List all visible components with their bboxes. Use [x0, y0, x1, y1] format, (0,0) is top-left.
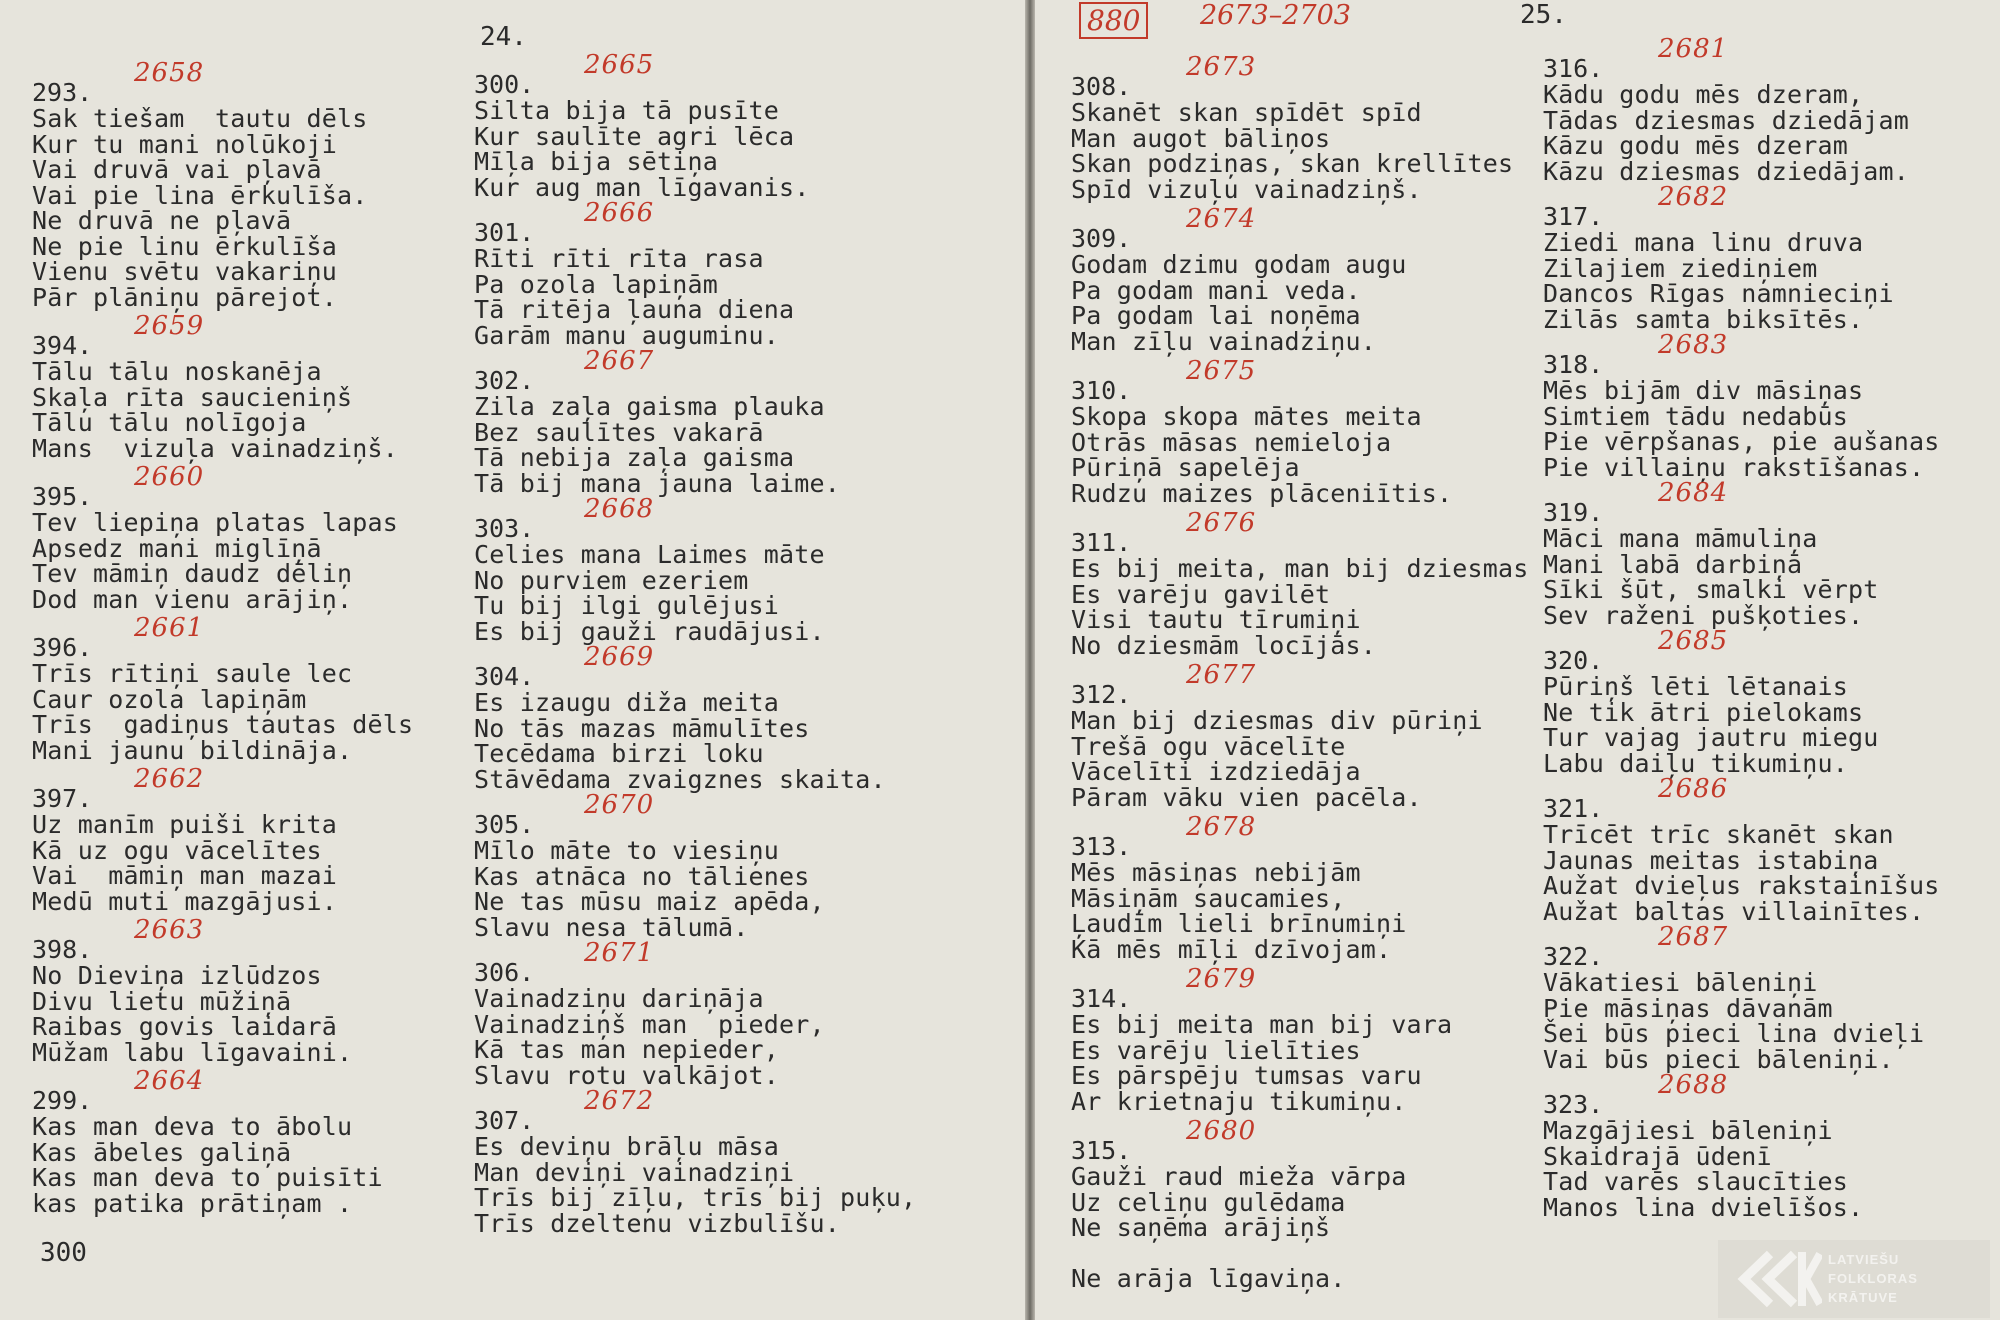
verse-line: Pūriņā sapelēja: [1071, 453, 1300, 482]
verse-line: Kas atnāca no tālienes: [474, 861, 810, 891]
verse-line: Skaļa rīta saucieniņš: [32, 382, 353, 412]
verse-line: Tālu tālu noskanēja: [32, 357, 322, 386]
verse-line: Kas ābeles galiņā: [32, 1137, 292, 1167]
verse-line: Mīļa bija sētiņa: [474, 147, 719, 176]
poem-column: [474, 50, 994, 1256]
verse-line: Aužat dvieļus rakstainīšus: [1543, 871, 1940, 900]
handwritten-annotation: 2677: [1186, 660, 1257, 690]
poem: [1071, 508, 1551, 660]
verse-line: Kā mēs mīļi dzīvojam.: [1071, 934, 1392, 964]
verse-line: Divu lietu mūžiņā: [32, 986, 292, 1016]
poem-number: [474, 494, 994, 543]
verse-line: Simtiem tādu nedabūs: [1543, 401, 1849, 431]
verse-line: Es bij meita, man bij dziesmas: [1071, 554, 1529, 583]
poem: [32, 764, 452, 916]
handwritten-annotation: 2672: [584, 1086, 655, 1116]
poem-number: [32, 58, 452, 107]
poem-number: [1071, 1116, 1551, 1165]
poem-number: [474, 642, 994, 691]
verse-line: Kā tas man nepieder,: [474, 1035, 780, 1064]
verse-line: Ne tas mūsu maiz apēda,: [474, 887, 825, 916]
poem-number-text: 301.: [474, 218, 535, 247]
page-number-header: 24.: [480, 22, 527, 52]
verse-line: Garām manu auguminu.: [474, 320, 780, 350]
verse-line: Mans vizuļa vainadziņš.: [32, 433, 399, 463]
handwritten-annotation: 2679: [1186, 964, 1257, 994]
verse-line: Pa godam lai noņēma: [1071, 301, 1361, 330]
verse-line: Šei būs pieci lina dvieļi: [1543, 1019, 1925, 1048]
archive-logo-text: [1828, 1250, 1918, 1307]
handwritten-annotation: 2688: [1658, 1070, 1729, 1100]
poem: [474, 790, 994, 942]
poem: [1071, 812, 1551, 964]
poem: [474, 198, 994, 350]
poem-number: [1071, 52, 1551, 101]
verse-line: Skan podziņas, skan krellītes: [1071, 149, 1514, 178]
poem-number: [474, 346, 994, 395]
verse-line: Tur vajag jautru miegu: [1543, 723, 1879, 752]
poem: [1071, 1116, 1551, 1293]
catalog-number: 880: [1079, 2, 1148, 39]
verse-line: Sīki šūt, smalki vērpt: [1543, 575, 1879, 604]
poem-number-text: 314.: [1071, 984, 1132, 1013]
poem-number: [1543, 330, 1993, 379]
handwritten-annotation: 2664: [134, 1066, 205, 1096]
verse-line: Labu daiļu tikumiņu.: [1543, 748, 1849, 778]
poem-number-text: 323.: [1543, 1090, 1604, 1119]
poem: [32, 462, 452, 614]
poem: [32, 613, 452, 765]
verse-line: Otrās māsas nemieloja: [1071, 427, 1392, 457]
logo-line: FOLKLORAS: [1828, 1271, 1918, 1286]
verse-line: Pie māsiņas dāvanām: [1543, 993, 1833, 1023]
poem-column: [1543, 34, 1993, 1240]
verse-line: Trīs bij zīļu, trīs bij puķu,: [474, 1183, 917, 1212]
verse-line: Mēs māsiņas nebijām: [1071, 858, 1361, 887]
verse-line: Vai pie lina ērkulīša.: [32, 180, 368, 210]
poem: [1543, 34, 1993, 186]
archive-logo: [1718, 1240, 1990, 1318]
verse-line: Mūžam labu līgavaini.: [32, 1037, 353, 1067]
verse-line: Mazgājiesi bāleniņi: [1543, 1116, 1833, 1145]
verse-line: Man augot bāliņos: [1071, 123, 1331, 153]
verse-line: Vainadziņu dariņāja: [474, 984, 764, 1013]
handwritten-annotation: 2667: [584, 346, 655, 376]
poem: [32, 58, 452, 312]
verse-line: Kur aug man līgavanis.: [474, 172, 810, 202]
verse-line: Kas man deva to ābolu: [32, 1112, 353, 1141]
verse-line: Sak tiešam tautu dēls: [32, 104, 368, 133]
poem-number-text: 319.: [1543, 498, 1604, 527]
verse-line: Tādas dziesmas dziedājam: [1543, 105, 1910, 135]
verse-line: Tecēdama birzi loku: [474, 739, 764, 768]
poem-number: [32, 764, 452, 813]
verse-line: Kā uz ogu vācelītes: [32, 835, 322, 865]
handwritten-annotation: 2668: [584, 494, 655, 524]
handwritten-annotation: 2669: [584, 642, 655, 672]
handwritten-annotation: 2665: [584, 50, 655, 80]
verse-line: Tu bij ilgi gulējusi: [474, 591, 780, 620]
verse-line: Uz celiņu gulēdama: [1071, 1187, 1346, 1217]
poem-number-text: 396.: [32, 633, 93, 662]
page-number-header: 25.: [1520, 0, 1567, 30]
verse-line: Mani jaunu bildināja.: [32, 735, 353, 765]
verse-line: Slavu rotu valkājot.: [474, 1060, 780, 1090]
poem-number-text: 320.: [1543, 646, 1604, 675]
poem-number: [1543, 774, 1993, 823]
verse-line: Es izaugu diža meita: [474, 688, 780, 717]
verse-line: Kas man deva to puisīti: [32, 1163, 383, 1192]
verse-line: Dancos Rīgas namnieciņi: [1543, 279, 1894, 308]
verse-line: Zilajiem ziediņiem: [1543, 253, 1818, 283]
poem-number: [1543, 1070, 1993, 1119]
verse-line: Vainadziņš man pieder,: [474, 1009, 825, 1039]
verse-line: Apsedz mani miglīņā: [32, 533, 322, 563]
poem-number-text: 322.: [1543, 942, 1604, 971]
poem-number-text: 397.: [32, 784, 93, 813]
poem-number-text: 304.: [474, 662, 535, 691]
poem-number: [1543, 922, 1993, 971]
verse-line: Medū muti mazgājusi.: [32, 886, 338, 916]
poem: [1543, 1070, 1993, 1222]
poem: [1543, 922, 1993, 1074]
verse-line: Tev māmiņ daudz dēliņ: [32, 559, 353, 588]
poem-number: [1543, 182, 1993, 231]
poem-number: [474, 50, 994, 99]
poem-number-text: 303.: [474, 514, 535, 543]
verse-line: Mēs bijām div māsiņas: [1543, 376, 1864, 405]
verse-line: Tā ritēja ļauna diena: [474, 295, 795, 324]
poem: [474, 50, 994, 202]
poem-number-text: 394.: [32, 331, 93, 360]
poem: [1543, 478, 1993, 630]
verse-line: Bez saulītes vakarā: [474, 417, 764, 447]
poem-number-text: 308.: [1071, 72, 1132, 101]
poem-number-text: 321.: [1543, 794, 1604, 823]
poem-number: [1071, 508, 1551, 557]
verse-line: Māsiņām saucamies,: [1071, 883, 1346, 913]
handwritten-annotation: 2682: [1658, 182, 1729, 212]
verse-line: Visi tautu tīrumiņi: [1071, 605, 1361, 634]
verse-line: Ne druvā ne pļavā: [32, 206, 292, 235]
verse-line: Slavu nesa tālumā.: [474, 912, 749, 942]
poem-number-text: 305.: [474, 810, 535, 839]
poem: [32, 1066, 452, 1218]
verse-line: Caur ozola lapiņām: [32, 684, 307, 714]
handwritten-annotation: 2659: [134, 311, 205, 341]
verse-line: Es varēju lielīties: [1071, 1035, 1361, 1065]
verse-line: Silta bija tā pusīte: [474, 96, 780, 125]
poem: [1543, 626, 1993, 778]
poem-number: [32, 462, 452, 511]
verse-line: Trīs dzeltenu vizbulīšu.: [474, 1208, 841, 1238]
verse-line: Uz manīm puiši krita: [32, 810, 338, 839]
poem: [474, 346, 994, 498]
verse-line: Tā nebija zaļa gaisma: [474, 443, 795, 472]
verse-line: [1071, 1241, 1551, 1266]
handwritten-annotation: 2675: [1186, 356, 1257, 386]
verse-line: Trešā ogu vācelīte: [1071, 731, 1346, 761]
poem-number: [474, 938, 994, 987]
handwritten-annotation: 2660: [134, 462, 205, 492]
handwritten-annotation: 2666: [584, 198, 655, 228]
page-footer-number: 300: [40, 1238, 87, 1268]
archive-logo-icon: [1732, 1248, 1822, 1310]
verse-line: Jaunas meitas istabiņa: [1543, 845, 1879, 875]
verse-line: Vai druvā vai pļavā: [32, 155, 322, 184]
poem: [474, 1086, 994, 1238]
verse-line: Man zīļu vainadziņu.: [1071, 326, 1377, 356]
poem-number: [474, 790, 994, 839]
poem-number-text: 317.: [1543, 202, 1604, 231]
poem: [1071, 356, 1551, 508]
poem-number-text: 310.: [1071, 376, 1132, 405]
verse-line: Aužat baltas villainītes.: [1543, 896, 1925, 926]
poem-number: [1543, 626, 1993, 675]
poem-number-text: 316.: [1543, 54, 1604, 83]
handwritten-annotation: 2687: [1658, 922, 1729, 952]
verse-line: Raibas govis laidarā: [32, 1012, 338, 1041]
poem-number: [32, 1066, 452, 1115]
handwritten-annotation: 2661: [134, 613, 205, 643]
poem-number-text: 306.: [474, 958, 535, 987]
verse-line: Man deviņi vainadziņi: [474, 1157, 795, 1187]
verse-line: Stāvēdama zvaigznes skaita.: [474, 764, 886, 794]
verse-line: Pie vērpšanas, pie aušanas: [1543, 427, 1940, 456]
handwritten-annotation: 2662: [134, 764, 205, 794]
verse-line: Man bij dziesmas div pūriņi: [1071, 706, 1483, 735]
verse-line: Es varēju gavilēt: [1071, 579, 1331, 609]
verse-line: Pāram vāku vien pacēla.: [1071, 782, 1422, 812]
verse-line: Manos lina dvielīšos.: [1543, 1192, 1864, 1222]
poem-number: [1543, 34, 1993, 83]
verse-line: Sev raženi pušķoties.: [1543, 600, 1864, 630]
poem: [1543, 330, 1993, 482]
verse-line: Kur saulīte agri lēca: [474, 121, 795, 151]
handwritten-annotation: 2684: [1658, 478, 1729, 508]
verse-line: Rudzu maizes plāceniītis.: [1071, 478, 1453, 508]
poem-number: [1071, 812, 1551, 861]
right-page: [1035, 0, 2000, 1320]
verse-line: Vai būs pieci bāleniņi.: [1543, 1044, 1894, 1074]
verse-line: Ne arāja līgaviņa.: [1071, 1263, 1346, 1293]
handwritten-annotation: 2685: [1658, 626, 1729, 656]
verse-line: Godam dzimu godam augu: [1071, 250, 1407, 279]
verse-line: Skanēt skan spīdēt spīd: [1071, 98, 1422, 127]
verse-line: Ar krietnaju tikumiņu.: [1071, 1086, 1407, 1116]
poem-number: [474, 198, 994, 247]
verse-line: Pa godam mani veda.: [1071, 275, 1361, 305]
poem: [1543, 774, 1993, 926]
verse-line: Tad varēs slaucīties: [1543, 1167, 1849, 1196]
verse-line: No Dieviņa izlūdzos: [32, 961, 322, 990]
handwritten-annotation: 2676: [1186, 508, 1257, 538]
verse-line: Skaidrajā ūdenī: [1543, 1141, 1772, 1171]
verse-line: Celies mana Laimes māte: [474, 540, 825, 569]
poem-column: [32, 58, 452, 1239]
poem: [1543, 182, 1993, 334]
poem: [1071, 660, 1551, 812]
verse-line: No purviem ezeriem: [474, 565, 749, 595]
verse-line: kas patika prātiņam .: [32, 1188, 353, 1218]
poem-number-text: 302.: [474, 366, 535, 395]
poem-number-text: 398.: [32, 935, 93, 964]
handwritten-annotation: 2663: [134, 915, 205, 945]
poem: [32, 311, 452, 463]
catalog-number-box: [1079, 4, 1148, 37]
poem-column: [1071, 52, 1551, 1315]
poem-number: [1071, 660, 1551, 709]
verse-line: Pār plāniņu pārejot.: [32, 282, 338, 312]
poem-number: [1543, 478, 1993, 527]
poem-number: [1071, 964, 1551, 1013]
handwritten-annotation: 2658: [134, 58, 205, 88]
handwritten-annotation: 2678: [1186, 812, 1257, 842]
poem-number-text: 311.: [1071, 528, 1132, 557]
poem: [1071, 204, 1551, 356]
verse-line: Kāzu godu mēs dzeram: [1543, 131, 1849, 160]
verse-line: Vācelīti izdziedāja: [1071, 757, 1361, 786]
handwritten-annotation: 2683: [1658, 330, 1729, 360]
poem: [1071, 964, 1551, 1116]
poem-number-text: 299.: [32, 1086, 93, 1115]
handwritten-annotation: 2673: [1186, 52, 1257, 82]
logo-line: LATVIEŠU: [1828, 1252, 1900, 1267]
handwritten-annotation: 2681: [1658, 34, 1729, 64]
poem: [474, 642, 994, 794]
poem-number: [32, 915, 452, 964]
handwritten-annotation: 2674: [1186, 204, 1257, 234]
verse-line: Rīti rīti rīta rasa: [474, 244, 764, 273]
poem-number: [1071, 204, 1551, 253]
catalog-range: 2673–2703: [1200, 0, 1351, 31]
handwritten-annotation: 2670: [584, 790, 655, 820]
poem-number-text: 300.: [474, 70, 535, 99]
verse-line: Spīd vizuļu vainadziņš.: [1071, 174, 1422, 204]
verse-line: No tās mazas māmulītes: [474, 713, 810, 743]
poem-number-text: 293.: [32, 78, 93, 107]
verse-line: Es pārspēju tumsas varu: [1071, 1061, 1422, 1090]
verse-line: Es deviņu brāļu māsa: [474, 1132, 780, 1161]
verse-line: Trīs gadiņus tautas dēls: [32, 710, 414, 739]
verse-line: Pie villaiņu rakstīšanas.: [1543, 452, 1925, 482]
verse-line: Vienu svētu vakariņu: [32, 257, 338, 286]
verse-line: Kāzu dziesmas dziedājam.: [1543, 156, 1910, 186]
verse-line: Kādu godu mēs dzeram,: [1543, 80, 1864, 109]
verse-line: Trīs rītiņi saule lec: [32, 659, 353, 688]
verse-line: Dod man vienu arājiņ.: [32, 584, 353, 614]
verse-line: Mani labā darbiņā: [1543, 549, 1803, 579]
poem-number: [1071, 356, 1551, 405]
verse-line: Tev liepiņa platas lapas: [32, 508, 399, 537]
poem-number-text: 309.: [1071, 224, 1132, 253]
verse-line: Tā bij mana jauna laime.: [474, 468, 841, 498]
verse-line: Es bij gauži raudājusi.: [474, 616, 825, 646]
verse-line: Pūriņš lēti lētanais: [1543, 672, 1849, 701]
verse-line: Tālu tālu nolīgoja: [32, 408, 307, 437]
verse-line: Zilās samta biksītēs.: [1543, 304, 1864, 334]
verse-line: Es bij meita man bij vara: [1071, 1010, 1453, 1039]
verse-line: No dziesmām locījās.: [1071, 630, 1377, 660]
verse-line: Mīlo māte to viesiņu: [474, 836, 780, 865]
poem: [1071, 52, 1551, 204]
poem-number-text: 395.: [32, 482, 93, 511]
poem-number-text: 313.: [1071, 832, 1132, 861]
poem: [474, 938, 994, 1090]
verse-line: Ļaudīm lieli brīnumiņi: [1071, 909, 1407, 938]
logo-line: KRĀTUVE: [1828, 1290, 1898, 1305]
poem-number: [474, 1086, 994, 1135]
verse-line: Ne tik ātri pielokams: [1543, 697, 1864, 727]
poem-number: [32, 613, 452, 662]
verse-line: Skopa skopa mātes meita: [1071, 402, 1422, 431]
verse-line: Kur tu mani nolūkoji: [32, 129, 338, 159]
poem-number-text: 315.: [1071, 1136, 1132, 1165]
poem-number-text: 307.: [474, 1106, 535, 1135]
verse-line: Gauži raud mieža vārpa: [1071, 1162, 1407, 1191]
handwritten-annotation: 2686: [1658, 774, 1729, 804]
verse-line: Zila zaļa gaisma plauka: [474, 392, 825, 421]
handwritten-annotation: 2671: [584, 938, 655, 968]
verse-line: Trīcēt trīc skanēt skan: [1543, 820, 1894, 849]
poem: [474, 494, 994, 646]
poem-number-text: 312.: [1071, 680, 1132, 709]
poem-number-text: 318.: [1543, 350, 1604, 379]
poem-number: [32, 311, 452, 360]
verse-line: Vai māmiņ man mazai: [32, 861, 338, 890]
verse-line: Pa ozola lapiņām: [474, 269, 719, 299]
verse-line: Ziedi mana linu druva: [1543, 228, 1864, 257]
verse-line: Vākatiesi bāleniņi: [1543, 968, 1818, 997]
verse-line: Māci mana māmuliņa: [1543, 524, 1818, 553]
book-gutter: [1025, 0, 1035, 1320]
handwritten-annotation: 2680: [1186, 1116, 1257, 1146]
verse-line: Ne pie linu ērkulīša: [32, 231, 338, 261]
verse-line: Ne saņēma arājiņš: [1071, 1213, 1331, 1242]
poem: [32, 915, 452, 1067]
